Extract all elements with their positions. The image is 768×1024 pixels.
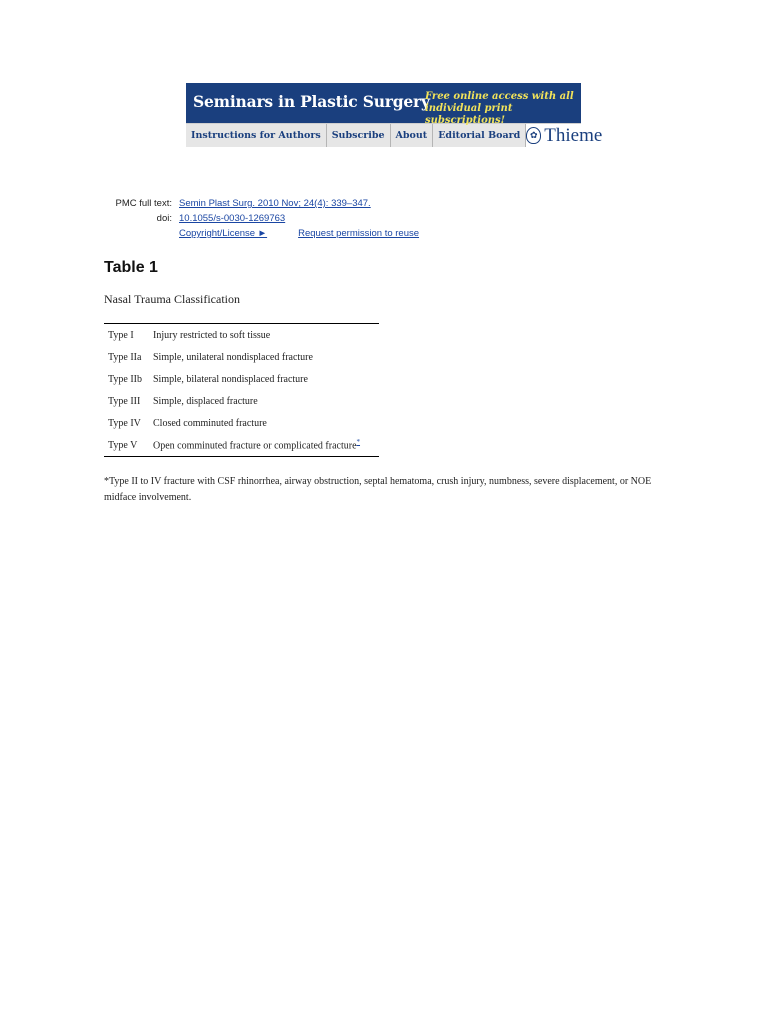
nav-subscribe[interactable]: Subscribe [327,124,391,147]
nav-editorial-board[interactable]: Editorial Board [433,124,526,147]
thieme-emblem-icon: ✿ [526,127,541,144]
footnote-text: Type II to IV fracture with CSF rhinorrhea, airway obstruction, septal hematoma, crush injury, numbness, severe displacement, or NOE midface involvement. [104,476,652,503]
footnote-marker: * [104,476,109,487]
nav-about[interactable]: About [391,124,434,147]
type-cell: Type IIb [108,373,143,385]
table-row [104,434,379,457]
classification-table [104,323,379,457]
table-row [104,412,379,434]
description-cell: Simple, unilateral nondisplaced fracture [153,351,313,363]
type-cell: Type V [108,439,138,451]
table-row [104,346,379,368]
description-cell [149,434,379,457]
doi-link[interactable]: 10.1055/s-0030-1269763 [179,213,286,224]
copyright-license-link[interactable]: Copyright/License ► [179,228,268,239]
banner-header[interactable] [186,83,581,126]
type-cell: Type IIa [108,351,142,363]
description-text: Open comminuted fracture or complicated fracture [153,440,357,452]
journal-banner [186,83,603,146]
article-meta [107,196,419,241]
footnote-reference-link[interactable]: * [356,438,361,447]
request-permission-link[interactable]: Request permission to reuse [298,228,420,239]
pmc-label: PMC full text: [115,198,172,209]
doi-label: doi: [156,213,172,224]
doi-row [107,211,419,226]
type-cell: Type IV [108,417,141,429]
subscription-promo[interactable] [425,91,581,127]
thieme-logo[interactable] [526,124,602,147]
license-row [107,226,419,241]
table-heading: Table 1 [104,259,158,276]
journal-title[interactable]: Seminars in Plastic Surgery [193,92,430,111]
description-cell: Simple, bilateral nondisplaced fracture [153,373,308,385]
type-cell: Type I [108,329,134,341]
table-caption: Nasal Trauma Classification [104,292,240,306]
pmc-citation-link[interactable]: Semin Plast Surg. 2010 Nov; 24(4): 339–347. [179,198,371,209]
table-row [104,368,379,390]
pmc-row [107,196,419,211]
table-row [104,390,379,412]
nav-instructions-for-authors[interactable]: Instructions for Authors [186,124,327,147]
description-cell: Simple, displaced fracture [153,395,258,407]
promo-line-2: individual print subscriptions! [425,103,513,126]
thieme-logo-text: Thieme [544,124,603,146]
table-row [104,324,379,347]
description-cell: Closed comminuted fracture [153,417,267,429]
promo-line-1: Free online access with all [425,91,574,102]
description-cell: Injury restricted to soft tissue [153,329,271,341]
table-footnote [104,474,674,506]
type-cell: Type III [108,395,141,407]
